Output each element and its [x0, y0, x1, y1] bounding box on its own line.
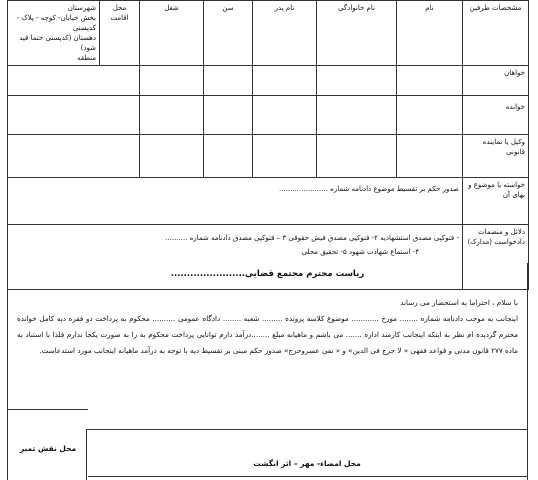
bottom-divider: [88, 476, 527, 480]
letter-body[interactable]: [8, 295, 527, 359]
lawyer-name[interactable]: [397, 135, 463, 178]
col-father: نام پدر: [253, 1, 317, 66]
lawyer-address[interactable]: [8, 135, 140, 178]
address-line-3: دهستان (کدپستی حتما قید شود): [19, 34, 96, 52]
defendant-father[interactable]: [253, 96, 317, 135]
lawyer-label: وکیل یا نماینده قانونی: [463, 135, 529, 178]
plaintiff-father[interactable]: [253, 66, 317, 96]
plaintiff-row: [8, 66, 529, 96]
plaintiff-address[interactable]: [8, 66, 140, 96]
signature-area[interactable]: [86, 429, 527, 480]
evidence-line-2: ۴- استماع شهادت شهود ۵- تحقیق محلی: [301, 248, 419, 256]
signature-label: محل امضاء- مهر – اثر انگشت: [253, 459, 361, 468]
defendant-job[interactable]: [140, 96, 204, 135]
col-specs: مشخصات طرفین: [463, 1, 529, 66]
defendant-age[interactable]: [204, 96, 253, 135]
letter-title: ریاست محترم مجتمع قضایی.......................: [170, 269, 365, 279]
lawyer-family[interactable]: [317, 135, 397, 178]
plaintiff-label: خواهان: [463, 66, 529, 96]
lawyer-age[interactable]: [204, 135, 253, 178]
defendant-label: خوانده: [463, 96, 529, 135]
col-job: شغل: [140, 1, 204, 66]
address-line-1: شهرستان: [67, 4, 96, 12]
defendant-name[interactable]: [397, 96, 463, 135]
lawyer-father[interactable]: [253, 135, 317, 178]
request-label: خواسته یا موضوع و بهای آن: [463, 178, 529, 225]
address-line-4: منطقه: [77, 54, 96, 62]
plaintiff-family[interactable]: [317, 66, 397, 96]
col-name: نام: [397, 1, 463, 66]
defendant-address[interactable]: [8, 96, 140, 135]
letter-greeting: با سلام ، احتراما به استحضار می رساند: [400, 298, 518, 307]
col-address: [8, 1, 100, 66]
header-row: [8, 1, 529, 66]
plaintiff-name[interactable]: [397, 66, 463, 96]
col-family: نام خانوادگی: [317, 1, 397, 66]
defendant-family[interactable]: [317, 96, 397, 135]
evidence-line-1: - فتوکپی مصدق استشهادیه ۲- فتوکپی مصدق فیش حقوقی ۳ – فتوکپی مصدق دادنامه شماره ..........: [165, 234, 459, 242]
address-line-2: بخش خیابان- کوچه - پلاک - کدپستی: [16, 14, 96, 32]
plaintiff-job[interactable]: [140, 66, 204, 96]
request-text[interactable]: صدور حکم بر تقسیط موضوع دادنامه شماره ......................: [8, 178, 463, 225]
stamp-label: محل نقش تمبر: [19, 444, 77, 453]
col-residence: محل اقامت: [100, 1, 140, 66]
stamp-area: [8, 409, 88, 480]
col-age: سن: [204, 1, 253, 66]
lawyer-job[interactable]: [140, 135, 204, 178]
lawyer-row: [8, 135, 529, 178]
defendant-row: [8, 96, 529, 135]
plaintiff-age[interactable]: [204, 66, 253, 96]
request-row: [8, 178, 529, 225]
parties-table: [7, 0, 529, 290]
letter-section: [7, 263, 528, 480]
letter-paragraph: اینجانب به موجب دادنامه شماره ........ مورخ ............ موضوع کلاسه پرونده ......... شعبه ........ دادگاه عمومی .......... محکوم به پرداخت دو فقره دیه کامل خوانده محترم گردیده ام نظر به اینکه اینجانب کارمند اداره ....... می باشم و ماهیانه مبلغ ........درآمد دارم توانایی پرداخت محکوم به را به صورت یکجا ندارم فلذا با استناد به ماده ۲۷۷ قانون مدنی و قواعد فقهی « لا حرج فی الدین» و « نفی عسروحرج» صدور حکم مبنی بر تقسیط دیه با توجه به درآمد ماهیانه اینجانب مورد استدعاست.: [17, 314, 518, 355]
evidence-label: دلائل و منضمات دادخواست (مدارک): [463, 225, 529, 290]
